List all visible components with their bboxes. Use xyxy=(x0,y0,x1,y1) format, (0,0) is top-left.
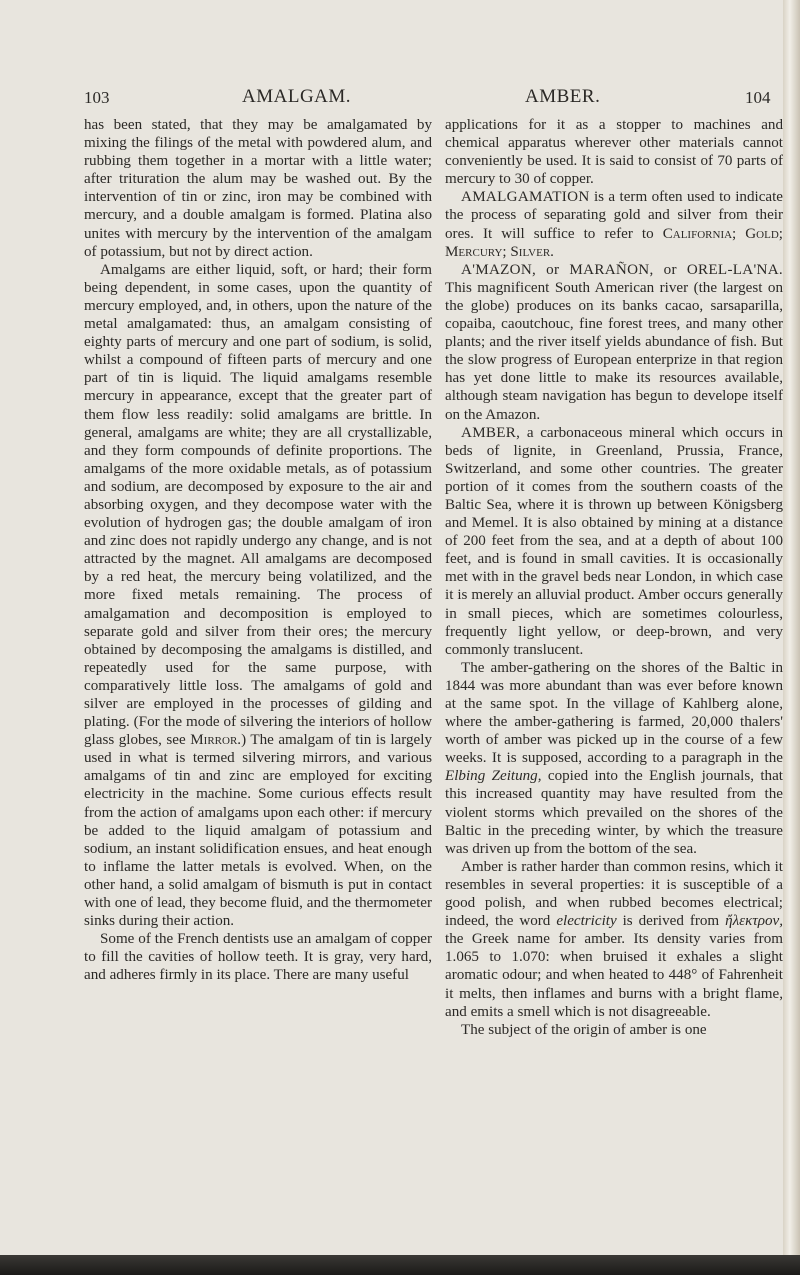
right-running-head: AMBER. xyxy=(525,86,601,107)
greek-word: ἤλεκτρον, xyxy=(725,913,783,930)
entry-headword: AMBER, xyxy=(461,424,521,441)
paragraph: applications for it as a stopper to machines and chemical apparatus wherever other materials cannot conveniently be used. It is said to consist of 70 parts of mercury to 30 of copper. xyxy=(445,117,783,188)
page-edge xyxy=(783,0,800,1275)
entry-amazon: A'MAZON, or MARAÑON, or OREL-LA'NA. This magnificent South American river (the largest on the globe) produces on its banks cacao, sarsaparilla, copaiba, caoutchouc, fine forest trees, and many other plants; and the river itself yields abundance of fish. But the slow progress of European enterprize in that region has yet done little to make its resources available, although steam navigation has begun to develope itself on the Amazon. xyxy=(445,261,783,423)
cross-reference: California; Gold; Mercury; Silver. xyxy=(445,225,783,260)
cross-reference: Mirror. xyxy=(190,732,242,749)
entry-amalgamation: AMALGAMATION is a term often used to indicate the process of separating gold and silver from their ores. It will suffice to refer to California; Gold; Mercury; Silver. xyxy=(445,189,783,260)
entry-headword: AMALGAMATION xyxy=(461,189,590,206)
paragraph: Amalgams are either liquid, soft, or hard; their form being dependent, in some cases, upon the quantity of mercury employed, and, in others, upon the nature of the metal amalgamated: thus, an amalgam consisting of eighty parts of mercury and one part of sodium, is solid, whilst a compound of fifteen parts of mercury and one part of tin is liquid. The liquid amalgams resemble mercury in appearance, except that the greater part of them flow less readily: solid amalgams are brittle. In general, amalgams are white; they are all crystallizable, and they form compounds of definite proportions. The amalgams of the more oxidable metals, as of potassium and sodium, are decomposed by exposure to the air and absorbing oxygen, and they decompose water with the evolution of hydrogen gas; the double amalgam of iron and zinc does not rapidly undergo any change, and is not attracted by the magnet. All amalgams are decomposed by a red heat, the mercury being volatilized, and the more fixed metals remaining. The process of amalgamation and decomposition is employed to separate gold and silver from their ores; the mercury obtained by decomposing the amalgams is distilled, and repeatedly used for the same purpose, with comparatively little loss. The amalgams of gold and silver are employed in the processes of gilding and plating. (For the mode of silvering the interiors of hollow glass globes, see Mirror.) The amalgam of tin is largely used in what is termed silvering mirrors, and various amalgams of tin and zinc are employed for exciting electricity in the machine. Some curious effects result from the action of amalgams upon each other: if mercury be added to the liquid amalgam of potassium and sodium, an instant solidification ensues, and heat enough to inflame the latter metals is evolved. When, on the other hand, a solid amalgam of bismuth is put in contact with one of lead, they become fluid, and the thermometer sinks during their action. xyxy=(84,261,433,930)
italic-word: electricity xyxy=(556,913,617,930)
left-column xyxy=(84,116,432,985)
italic-title: Elbing Zeitung, xyxy=(445,768,542,785)
scan-bottom-edge xyxy=(0,1255,800,1275)
paragraph: has been stated, that they may be amalgamated by mixing the filings of the metal with powdered alum, and rubbing them together in a mortar with a little water; after trituration the alum may be washed out. By the intervention of tin or zinc, iron may be combined with mercury, and a double amalgam is formed. Platina also unites with mercury by the intervention of the amalgam of potassium, but not by direct action. xyxy=(84,117,432,260)
left-page-number: 103 xyxy=(84,88,110,107)
right-column xyxy=(445,116,783,1039)
entry-amber: AMBER, a carbonaceous mineral which occurs in beds of lignite, in Greenland, Prussia, France, Switzerland, and some other countries. The greater portion of it comes from the southern coasts of the Baltic Sea, where it is thrown up between Königsberg and Memel. It is also obtained by mining at a distance of 200 feet from the sea, and at a depth of about 100 feet, and is found in small cavities. It is occasionally met with in the gravel beds near London, in which case it is merely an alluvial product. Amber occurs generally in small pieces, which are sometimes colourless, frequently light yellow, or deep-brown, and very commonly translucent. xyxy=(445,424,783,658)
left-running-head: AMALGAM. xyxy=(242,86,352,107)
paragraph: Some of the French dentists use an amalgam of copper to fill the cavities of hollow teeth. It is gray, very hard, and adheres firmly in its place. There are many useful xyxy=(84,931,432,984)
paragraph: The subject of the origin of amber is one xyxy=(461,1021,707,1038)
paragraph: Amber is rather harder than common resins, which it resembles in several properties: it is susceptible of a good polish, and when rubbed becomes electrical; indeed, the word electricity is derived from ἤλεκτρον, the Greek name for amber. Its density varies from 1.065 to 1.070: when bruised it exhales a slight aromatic odour; and when heated to 448° of Fahrenheit it melts, then inflames and burns with a bright flame, and emits a smell which is not disagreeable. xyxy=(445,858,783,1020)
right-page-number: 104 xyxy=(745,88,771,107)
paragraph: The amber-gathering on the shores of the Baltic in 1844 was more abundant than was ever before known at the same spot. In the village of Kahlberg alone, where the amber-gathering is farmed, 20,000 thalers' worth of amber was picked up in the course of a few weeks. It is supposed, according to a paragraph in the Elbing Zeitung, copied into the English journals, that this increased quantity may have resulted from the violent storms which prevailed on the shores of the Baltic in the preceding winter, by which the treasure was driven up from the bottom of the sea. xyxy=(445,659,784,857)
entry-headword: A'MAZON, or MARAÑON, or OREL-LA'NA. xyxy=(461,261,783,278)
